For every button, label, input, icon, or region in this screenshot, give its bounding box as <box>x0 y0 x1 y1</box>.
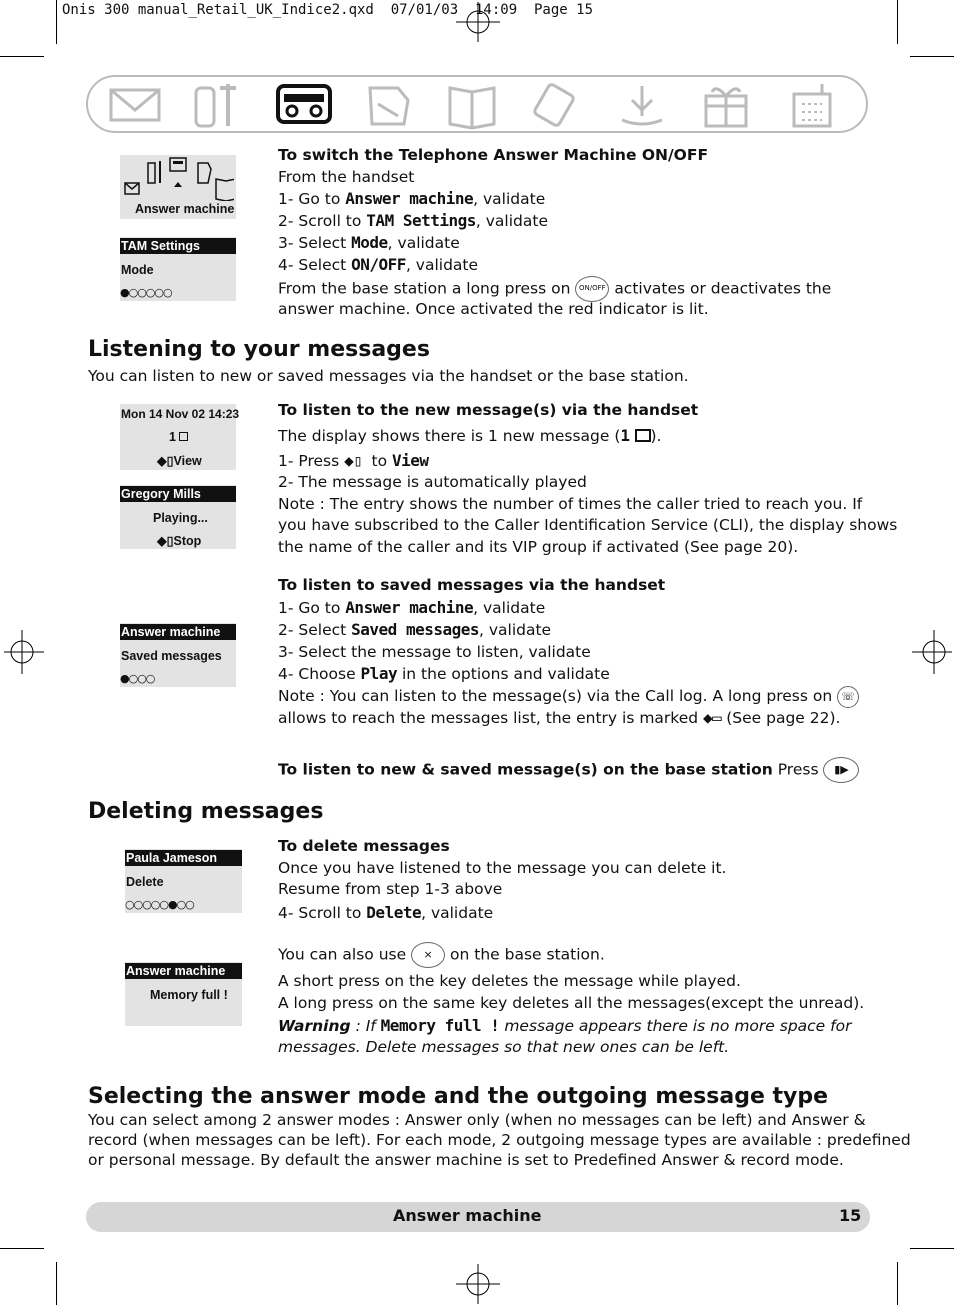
lcd-text: Saved messages <box>351 620 479 639</box>
saved-step-1 <box>278 597 545 619</box>
lcd-text: Delete <box>366 903 422 922</box>
text: , validate <box>405 256 479 274</box>
screen-line: Mode <box>121 263 154 277</box>
text: Press <box>777 760 819 779</box>
screen-title: Answer machine <box>125 963 242 979</box>
screen-title: TAM Settings <box>120 238 236 254</box>
label: Stop <box>173 534 202 548</box>
new-msg-title: To listen to the new message(s) via the handset <box>278 401 699 419</box>
lcd-menu-screen <box>120 155 236 219</box>
lcd-playing-screen <box>120 485 236 549</box>
base-station-line <box>278 757 859 783</box>
play-button-icon: ▮▶ <box>823 757 859 783</box>
lcd-saved-messages-screen <box>120 623 236 687</box>
screen-date: Mon 14 Nov 02 14:23 <box>121 407 240 421</box>
screen-title: Answer machine <box>120 624 236 640</box>
text: 4- Select <box>278 256 352 274</box>
lcd-text: Memory full ! <box>380 1016 500 1035</box>
saved-note <box>278 685 859 708</box>
envelope-icon <box>105 80 165 130</box>
screen-title: Paula Jameson <box>125 850 242 866</box>
warning-line <box>278 1015 851 1037</box>
text: on the base station. <box>450 945 605 964</box>
note-icon <box>358 80 418 130</box>
nav-key-icon: ◆▯ <box>157 454 174 468</box>
lcd-text: View <box>392 451 429 470</box>
text: 3- Select <box>278 234 352 252</box>
file-header: Onis 300 manual_Retail_UK_Indice2.qxd 07/01/03 14:09 Page 15 <box>62 2 594 18</box>
text: 2- Scroll to <box>278 212 367 230</box>
message-icon <box>179 432 188 441</box>
selecting-paragraph-line: record (when messages can be left). For each mode, 2 outgoing message types are available : predefined <box>88 1131 911 1149</box>
book-icon <box>442 80 502 130</box>
registration-mark-right <box>912 630 952 674</box>
screen-line: Memory full ! <box>150 988 228 1002</box>
phone-list-icon <box>782 80 842 130</box>
text: 1- Press <box>278 452 345 470</box>
delete-line: Once you have listened to the message you can delete it. <box>278 859 727 877</box>
switch-step-2 <box>278 210 548 232</box>
warning-line: messages. Delete messages so that new ones can be left. <box>278 1038 730 1056</box>
call-log-button-icon: ☏ <box>837 686 859 708</box>
saved-step-2 <box>278 619 551 641</box>
switch-title: To switch the Telephone Answer Machine ON/OFF <box>278 146 709 164</box>
lcd-text: TAM Settings <box>366 211 476 230</box>
crop-mark <box>910 56 954 57</box>
lcd-text: 1 <box>620 426 630 445</box>
text: in the options and validate <box>397 665 610 683</box>
new-msg-step-1 <box>278 450 429 472</box>
screen-caption: Answer machine <box>135 202 235 216</box>
lcd-text: Mode <box>351 233 388 252</box>
answer-machine-icon <box>274 80 334 130</box>
text: 4- Scroll to <box>278 904 367 922</box>
text: ). <box>650 427 662 445</box>
delete-line: A short press on the key deletes the message while played. <box>278 972 741 990</box>
new-msg-line <box>278 425 661 447</box>
softkey-view <box>156 453 202 469</box>
registration-mark-top <box>456 2 500 42</box>
crop-mark <box>0 56 44 57</box>
nav-key-icon: ◆▯ <box>157 534 174 548</box>
position-dots: ○○○○○●○○ <box>125 898 194 911</box>
new-msg-line: you have subscribed to the Caller Identification Service (CLI), the display shows <box>278 516 898 534</box>
saved-step-4 <box>278 663 610 685</box>
saved-note <box>278 707 840 729</box>
delete-line: Resume from step 1-3 above <box>278 880 503 898</box>
nav-key-icon: ◆▯ <box>344 451 372 470</box>
delete-step-4 <box>278 902 493 924</box>
text: , validate <box>473 190 546 208</box>
clock-icon <box>526 80 586 130</box>
new-msg-line: 2- The message is automatically played <box>278 473 587 491</box>
crop-mark <box>56 0 57 44</box>
page-number: 15 <box>839 1206 862 1225</box>
screen-title: Gregory Mills <box>120 486 236 502</box>
delete-line: A long press on the same key deletes all the messages(except the unread). <box>278 994 865 1012</box>
text: to <box>371 452 393 470</box>
text: 1- Go to <box>278 599 346 617</box>
registration-mark-left <box>4 630 44 674</box>
crop-mark <box>897 0 898 44</box>
text: (See page 22). <box>726 709 841 727</box>
crop-mark <box>0 1248 44 1249</box>
switch-step-4 <box>278 254 478 276</box>
selecting-paragraph-line: or personal message. By default the answer machine is set to Predefined Answer & record mode. <box>88 1151 844 1169</box>
gift-icon <box>696 80 756 130</box>
lcd-tam-settings-screen <box>120 237 236 301</box>
delete-base-line <box>278 942 605 968</box>
text: From the base station a long press on <box>278 279 571 298</box>
lcd-idle-screen <box>120 404 240 470</box>
delete-title: To delete messages <box>278 837 450 855</box>
text: , validate <box>473 599 546 617</box>
text: You can also use <box>278 945 407 964</box>
lcd-text: Answer machine <box>345 189 474 208</box>
section-heading-selecting: Selecting the answer mode and the outgoing message type <box>88 1084 829 1109</box>
crop-mark <box>897 1262 898 1305</box>
selecting-paragraph-line: You can select among 2 answer modes : Answer only (when no messages can be left) and Answer & <box>88 1111 866 1129</box>
crop-mark <box>56 1262 57 1305</box>
text: : If <box>350 1017 381 1035</box>
new-msg-line: the name of the caller and its VIP group if activated (See page 20). <box>278 538 799 556</box>
lcd-text: ON/OFF <box>351 255 406 274</box>
label: View <box>173 454 202 468</box>
text: activates or deactivates the <box>614 279 832 298</box>
text: 4- Choose <box>278 665 361 683</box>
lcd-text: Play <box>360 664 398 683</box>
text: , validate <box>387 234 460 252</box>
tools-icon <box>188 80 248 130</box>
screen-line: Delete <box>126 875 164 889</box>
switch-line: answer machine. Once activated the red indicator is lit. <box>278 300 709 318</box>
text: To listen to new & saved message(s) on the base station <box>278 760 773 779</box>
lcd-text: Answer machine <box>345 598 474 617</box>
text: , validate <box>421 904 494 922</box>
registration-mark-bottom <box>456 1264 500 1304</box>
text: , validate <box>475 212 548 230</box>
section-heading-listening: Listening to your messages <box>88 337 430 362</box>
handset-menu-icons <box>122 157 234 201</box>
delete-button-icon: × <box>411 942 445 968</box>
lcd-memory-full-screen <box>125 962 242 1026</box>
lcd-delete-screen <box>125 849 242 913</box>
crop-mark <box>910 1248 954 1249</box>
text: message appears there is no more space for <box>499 1017 852 1035</box>
switch-step-1 <box>278 188 545 210</box>
screen-line: Saved messages <box>121 649 222 663</box>
text: Note : You can listen to the message(s) via the Call log. A long press on <box>278 687 833 705</box>
text: allows to reach the messages list, the entry is marked <box>278 709 699 727</box>
hand-icon <box>612 80 672 130</box>
listening-intro: You can listen to new or saved messages via the handset or the base station. <box>88 367 689 385</box>
new-message-count <box>168 429 188 445</box>
softkey-stop <box>156 533 201 549</box>
saved-step-3: 3- Select the message to listen, validate <box>278 643 591 661</box>
text: 1- Go to <box>278 190 346 208</box>
footer-title: Answer machine <box>393 1206 542 1225</box>
text: , validate <box>479 621 552 639</box>
saved-msg-title: To listen to saved messages via the handset <box>278 576 666 594</box>
text: The display shows there is 1 new message ( <box>278 427 621 445</box>
section-heading-deleting: Deleting messages <box>88 799 324 824</box>
count: 1 <box>169 430 176 444</box>
switch-line: From the handset <box>278 168 415 186</box>
text: 2- Select <box>278 621 352 639</box>
position-dots: ●○○○ <box>120 672 155 685</box>
screen-line: Playing... <box>153 511 208 525</box>
saved-message-marker-icon: ◆▭ <box>703 708 722 727</box>
message-icon <box>635 429 651 442</box>
position-dots: ●○○○○○ <box>120 286 172 299</box>
on-off-button-icon: ON/OFF <box>575 276 609 302</box>
warning-label: Warning <box>278 1017 351 1035</box>
switch-step-3 <box>278 232 460 254</box>
new-msg-line: Note : The entry shows the number of times the caller tried to reach you. If <box>278 495 863 513</box>
